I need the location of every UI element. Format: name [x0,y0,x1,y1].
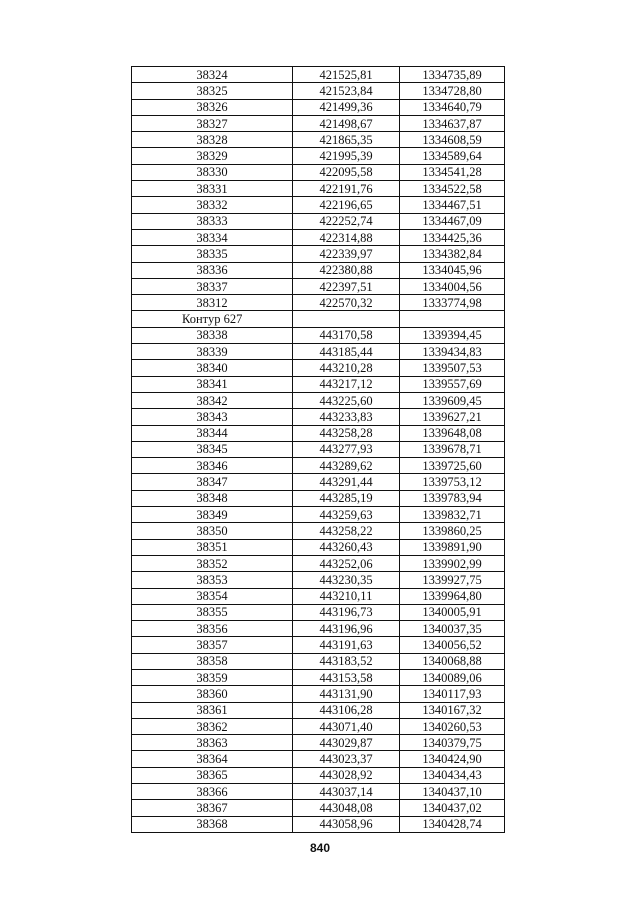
table-row [132,441,505,457]
table-row [132,262,505,278]
point-id-cell: 38346 [132,458,293,474]
table-row [132,669,505,685]
point-id-cell: 38355 [132,604,293,620]
x-coordinate-cell: 443106,28 [293,702,400,718]
table-row [132,572,505,588]
y-coordinate-cell: 1339648,08 [400,425,505,441]
y-coordinate-cell: 1339902,99 [400,555,505,571]
point-id-cell: 38348 [132,490,293,506]
x-coordinate-cell: 421498,67 [293,115,400,131]
table-row [132,67,505,83]
point-id-cell: 38344 [132,425,293,441]
y-coordinate-cell: 1340068,88 [400,653,505,669]
x-coordinate-cell: 422196,65 [293,197,400,213]
table-row [132,164,505,180]
contour-label: Контур 627 [132,311,293,327]
coordinates-table-body [132,67,505,833]
y-coordinate-cell: 1334640,79 [400,99,505,115]
table-row [132,181,505,197]
table-row [132,767,505,783]
point-id-cell: 38358 [132,653,293,669]
y-coordinate-cell: 1339832,71 [400,507,505,523]
y-coordinate-cell: 1339891,90 [400,539,505,555]
point-id-cell: 38341 [132,376,293,392]
point-id-cell: 38334 [132,229,293,245]
y-coordinate-cell: 1340089,06 [400,669,505,685]
point-id-cell: 38324 [132,67,293,83]
x-coordinate-cell: 443233,83 [293,409,400,425]
table-row [132,490,505,506]
x-coordinate-cell: 422095,58 [293,164,400,180]
x-coordinate-cell: 443037,14 [293,784,400,800]
point-id-cell: 38328 [132,132,293,148]
x-coordinate-cell: 443210,28 [293,360,400,376]
table-row [132,229,505,245]
x-coordinate-cell: 421995,39 [293,148,400,164]
y-coordinate-cell: 1340379,75 [400,735,505,751]
point-id-cell: 38354 [132,588,293,604]
x-coordinate-cell: 422397,51 [293,278,400,294]
y-coordinate-cell: 1334467,09 [400,213,505,229]
y-coordinate-cell: 1339964,80 [400,588,505,604]
x-coordinate-cell: 443183,52 [293,653,400,669]
x-coordinate-cell: 422252,74 [293,213,400,229]
x-coordinate-cell: 443230,35 [293,572,400,588]
y-coordinate-cell: 1340037,35 [400,621,505,637]
x-coordinate-cell: 422380,88 [293,262,400,278]
point-id-cell: 38330 [132,164,293,180]
y-coordinate-cell: 1339860,25 [400,523,505,539]
y-coordinate-cell: 1340424,90 [400,751,505,767]
coordinates-table [131,66,505,833]
point-id-cell: 38326 [132,99,293,115]
point-id-cell: 38312 [132,295,293,311]
y-coordinate-cell: 1340056,52 [400,637,505,653]
x-coordinate-cell: 443210,11 [293,588,400,604]
y-coordinate-cell: 1334425,36 [400,229,505,245]
y-coordinate-cell: 1340437,10 [400,784,505,800]
y-coordinate-cell: 1340117,93 [400,686,505,702]
x-coordinate-cell: 443023,37 [293,751,400,767]
y-coordinate-cell: 1339627,21 [400,409,505,425]
x-coordinate-cell: 422570,32 [293,295,400,311]
point-id-cell: 38360 [132,686,293,702]
x-coordinate-cell: 421523,84 [293,83,400,99]
y-coordinate-cell: 1340437,02 [400,800,505,816]
y-coordinate-cell: 1334522,58 [400,181,505,197]
table-row [132,132,505,148]
y-coordinate-cell: 1340005,91 [400,604,505,620]
x-coordinate-cell: 443196,73 [293,604,400,620]
y-coordinate-cell: 1334637,87 [400,115,505,131]
table-row [132,507,505,523]
table-row [132,816,505,832]
table-row [132,604,505,620]
x-coordinate-cell: 443048,08 [293,800,400,816]
point-id-cell: 38329 [132,148,293,164]
y-coordinate-cell: 1334045,96 [400,262,505,278]
x-coordinate-cell: 443258,22 [293,523,400,539]
x-coordinate-cell: 421525,81 [293,67,400,83]
y-coordinate-cell: 1339678,71 [400,441,505,457]
table-row [132,523,505,539]
point-id-cell: 38367 [132,800,293,816]
point-id-cell: 38349 [132,507,293,523]
table-row [132,686,505,702]
x-coordinate-cell: 443258,28 [293,425,400,441]
x-coordinate-cell: 443170,58 [293,327,400,343]
y-coordinate-cell: 1334728,80 [400,83,505,99]
y-coordinate-cell: 1340434,43 [400,767,505,783]
point-id-cell: 38361 [132,702,293,718]
y-coordinate-cell: 1334467,51 [400,197,505,213]
y-coordinate-cell: 1340428,74 [400,816,505,832]
point-id-cell: 38347 [132,474,293,490]
table-row [132,295,505,311]
point-id-cell: 38363 [132,735,293,751]
table-row [132,555,505,571]
table-row [132,784,505,800]
point-id-cell: 38357 [132,637,293,653]
y-coordinate-cell: 1334608,59 [400,132,505,148]
y-coordinate-cell: 1340260,53 [400,718,505,734]
point-id-cell: 38343 [132,409,293,425]
y-coordinate-cell: 1339507,53 [400,360,505,376]
table-row [132,800,505,816]
x-coordinate-cell: 443285,19 [293,490,400,506]
table-row [132,653,505,669]
x-coordinate-cell: 443259,63 [293,507,400,523]
x-coordinate-cell: 443131,90 [293,686,400,702]
x-coordinate-cell: 421499,36 [293,99,400,115]
x-coordinate-cell: 443058,96 [293,816,400,832]
table-row [132,425,505,441]
point-id-cell: 38359 [132,669,293,685]
point-id-cell: 38342 [132,392,293,408]
y-coordinate-cell: 1339783,94 [400,490,505,506]
point-id-cell: 38350 [132,523,293,539]
x-coordinate-cell: 443225,60 [293,392,400,408]
table-row [132,751,505,767]
point-id-cell: 38332 [132,197,293,213]
y-coordinate-cell: 1339609,45 [400,392,505,408]
x-coordinate-cell: 443196,96 [293,621,400,637]
table-row [132,458,505,474]
x-coordinate-cell: 443289,62 [293,458,400,474]
point-id-cell: 38365 [132,767,293,783]
y-coordinate-cell: 1340167,32 [400,702,505,718]
point-id-cell: 38327 [132,115,293,131]
y-coordinate-cell: 1334735,89 [400,67,505,83]
table-row [132,392,505,408]
table-row [132,360,505,376]
page-number: 840 [309,841,331,855]
point-id-cell: 38356 [132,621,293,637]
x-coordinate-cell: 443217,12 [293,376,400,392]
table-row [132,718,505,734]
x-coordinate-cell: 443191,63 [293,637,400,653]
table-row [132,621,505,637]
table-row [132,246,505,262]
x-coordinate-cell: 422191,76 [293,181,400,197]
table-row [132,735,505,751]
table-row [132,197,505,213]
table-row [132,213,505,229]
table-row [132,278,505,294]
point-id-cell: 38336 [132,262,293,278]
point-id-cell: 38368 [132,816,293,832]
y-coordinate-cell: 1339753,12 [400,474,505,490]
y-coordinate-cell: 1334589,64 [400,148,505,164]
point-id-cell: 38353 [132,572,293,588]
point-id-cell: 38362 [132,718,293,734]
table-row [132,83,505,99]
x-coordinate-cell: 443028,92 [293,767,400,783]
table-row [132,637,505,653]
y-coordinate-cell: 1339725,60 [400,458,505,474]
y-coordinate-cell: 1334541,28 [400,164,505,180]
x-coordinate-cell: 422339,97 [293,246,400,262]
point-id-cell: 38345 [132,441,293,457]
y-coordinate-cell: 1339394,45 [400,327,505,343]
empty-cell [293,311,400,327]
table-row [132,474,505,490]
point-id-cell: 38333 [132,213,293,229]
x-coordinate-cell: 422314,88 [293,229,400,245]
y-coordinate-cell: 1334004,56 [400,278,505,294]
table-row [132,344,505,360]
contour-header-row [132,311,505,327]
point-id-cell: 38331 [132,181,293,197]
y-coordinate-cell: 1339927,75 [400,572,505,588]
x-coordinate-cell: 443252,06 [293,555,400,571]
point-id-cell: 38338 [132,327,293,343]
point-id-cell: 38337 [132,278,293,294]
table-row [132,99,505,115]
point-id-cell: 38340 [132,360,293,376]
y-coordinate-cell: 1339557,69 [400,376,505,392]
table-row [132,409,505,425]
table-row [132,376,505,392]
table-row [132,115,505,131]
x-coordinate-cell: 443185,44 [293,344,400,360]
empty-cell [400,311,505,327]
point-id-cell: 38364 [132,751,293,767]
table-row [132,539,505,555]
y-coordinate-cell: 1334382,84 [400,246,505,262]
point-id-cell: 38352 [132,555,293,571]
y-coordinate-cell: 1333774,98 [400,295,505,311]
point-id-cell: 38339 [132,344,293,360]
point-id-cell: 38335 [132,246,293,262]
table-row [132,702,505,718]
x-coordinate-cell: 443029,87 [293,735,400,751]
x-coordinate-cell: 443277,93 [293,441,400,457]
x-coordinate-cell: 443260,43 [293,539,400,555]
table-row [132,327,505,343]
table-row [132,588,505,604]
x-coordinate-cell: 443291,44 [293,474,400,490]
x-coordinate-cell: 421865,35 [293,132,400,148]
x-coordinate-cell: 443153,58 [293,669,400,685]
point-id-cell: 38325 [132,83,293,99]
x-coordinate-cell: 443071,40 [293,718,400,734]
y-coordinate-cell: 1339434,83 [400,344,505,360]
point-id-cell: 38366 [132,784,293,800]
table-row [132,148,505,164]
point-id-cell: 38351 [132,539,293,555]
